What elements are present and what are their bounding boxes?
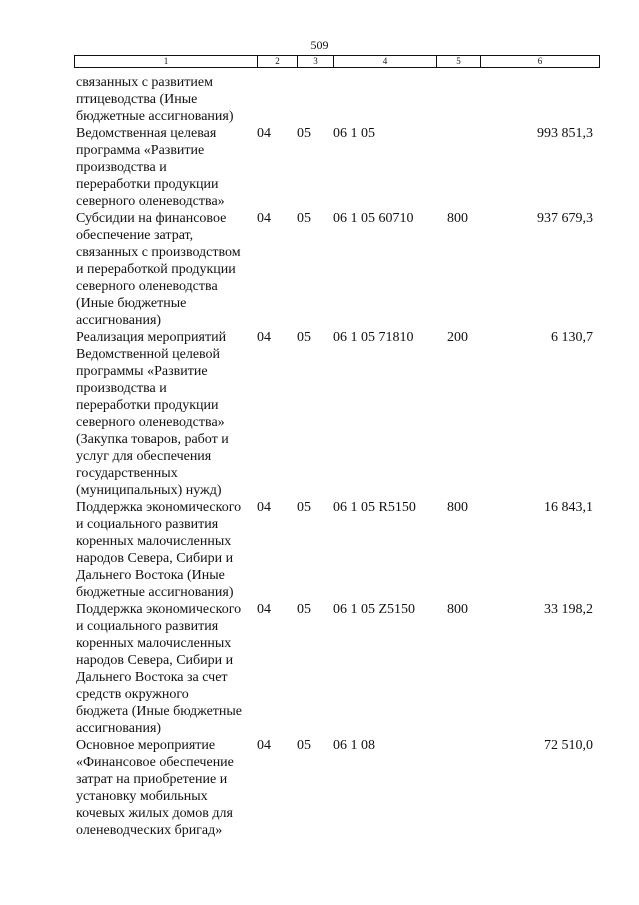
row-subsection: 05 xyxy=(297,211,311,226)
row-description: Основное мероприятие «Финансовое обеспечение затрат на приобретение и установку мобильных кочевых жилых домов для оленеводческих бригад» xyxy=(76,738,234,838)
row-expense-type: 800 xyxy=(447,211,468,226)
column-header-2: 2 xyxy=(258,56,298,68)
row-expense-type: 800 xyxy=(447,602,468,617)
row-subsection: 05 xyxy=(297,738,311,753)
table-row xyxy=(76,329,596,499)
row-section: 04 xyxy=(257,211,271,226)
row-subsection: 05 xyxy=(297,500,311,515)
row-description: связанных с развитием птицеводства (Иные бюджетные ассигнования) xyxy=(76,75,234,124)
row-subsection: 05 xyxy=(297,330,311,345)
row-amount: 937 679,3 xyxy=(537,211,593,226)
column-header-table xyxy=(74,55,600,68)
row-amount: 16 843,1 xyxy=(544,500,593,515)
row-expense-type: 200 xyxy=(447,330,468,345)
page-number: 509 xyxy=(310,38,329,52)
row-description: Поддержка экономического и социального развития коренных малочисленных народов Севера, Сибири и Дальнего Востока за счет средств окружного бюджета (Иные бюджетные ассигнования) xyxy=(76,602,243,736)
column-header-5: 5 xyxy=(437,56,481,68)
row-target-code: 06 1 08 xyxy=(333,738,375,753)
row-subsection: 05 xyxy=(297,126,311,141)
table-row xyxy=(76,737,596,839)
row-amount: 6 130,7 xyxy=(551,330,593,345)
row-target-code: 06 1 05 xyxy=(333,126,375,141)
row-amount: 993 851,3 xyxy=(537,126,593,141)
column-header-1: 1 xyxy=(75,56,258,68)
row-section: 04 xyxy=(257,738,271,753)
row-target-code: 06 1 05 R5150 xyxy=(333,500,416,515)
budget-rows xyxy=(76,74,596,839)
row-amount: 72 510,0 xyxy=(544,738,593,753)
table-row xyxy=(76,125,596,210)
row-description: Реализация мероприятий Ведомственной целевой программы «Развитие производства и переработки продукции северного оленеводства» (Закупка товаров, работ и услуг для обеспечения государственных (муниципальных) нужд) xyxy=(76,330,229,498)
row-target-code: 06 1 05 71810 xyxy=(333,330,414,345)
column-header-6: 6 xyxy=(481,56,600,68)
column-header-4: 4 xyxy=(334,56,437,68)
table-row xyxy=(76,499,596,601)
row-section: 04 xyxy=(257,330,271,345)
row-description: Субсидии на финансовое обеспечение затрат, связанных с производством и переработкой продукции северного оленеводства (Иные бюджетные ассигнования) xyxy=(76,211,241,328)
row-description: Поддержка экономического и социального развития коренных малочисленных народов Севера, Сибири и Дальнего Востока (Иные бюджетные ассигнования) xyxy=(76,500,242,600)
table-row xyxy=(76,210,596,329)
row-section: 04 xyxy=(257,500,271,515)
row-target-code: 06 1 05 60710 xyxy=(333,211,414,226)
table-row xyxy=(76,74,596,125)
row-subsection: 05 xyxy=(297,602,311,617)
table-row xyxy=(76,601,596,737)
column-header-3: 3 xyxy=(298,56,334,68)
row-section: 04 xyxy=(257,126,271,141)
row-section: 04 xyxy=(257,602,271,617)
row-target-code: 06 1 05 Z5150 xyxy=(333,602,416,617)
row-amount: 33 198,2 xyxy=(544,602,593,617)
row-expense-type: 800 xyxy=(447,500,468,515)
column-header-row xyxy=(75,56,600,68)
row-description: Ведомственная целевая программа «Развитие производства и переработки продукции северного оленеводства» xyxy=(76,126,225,209)
